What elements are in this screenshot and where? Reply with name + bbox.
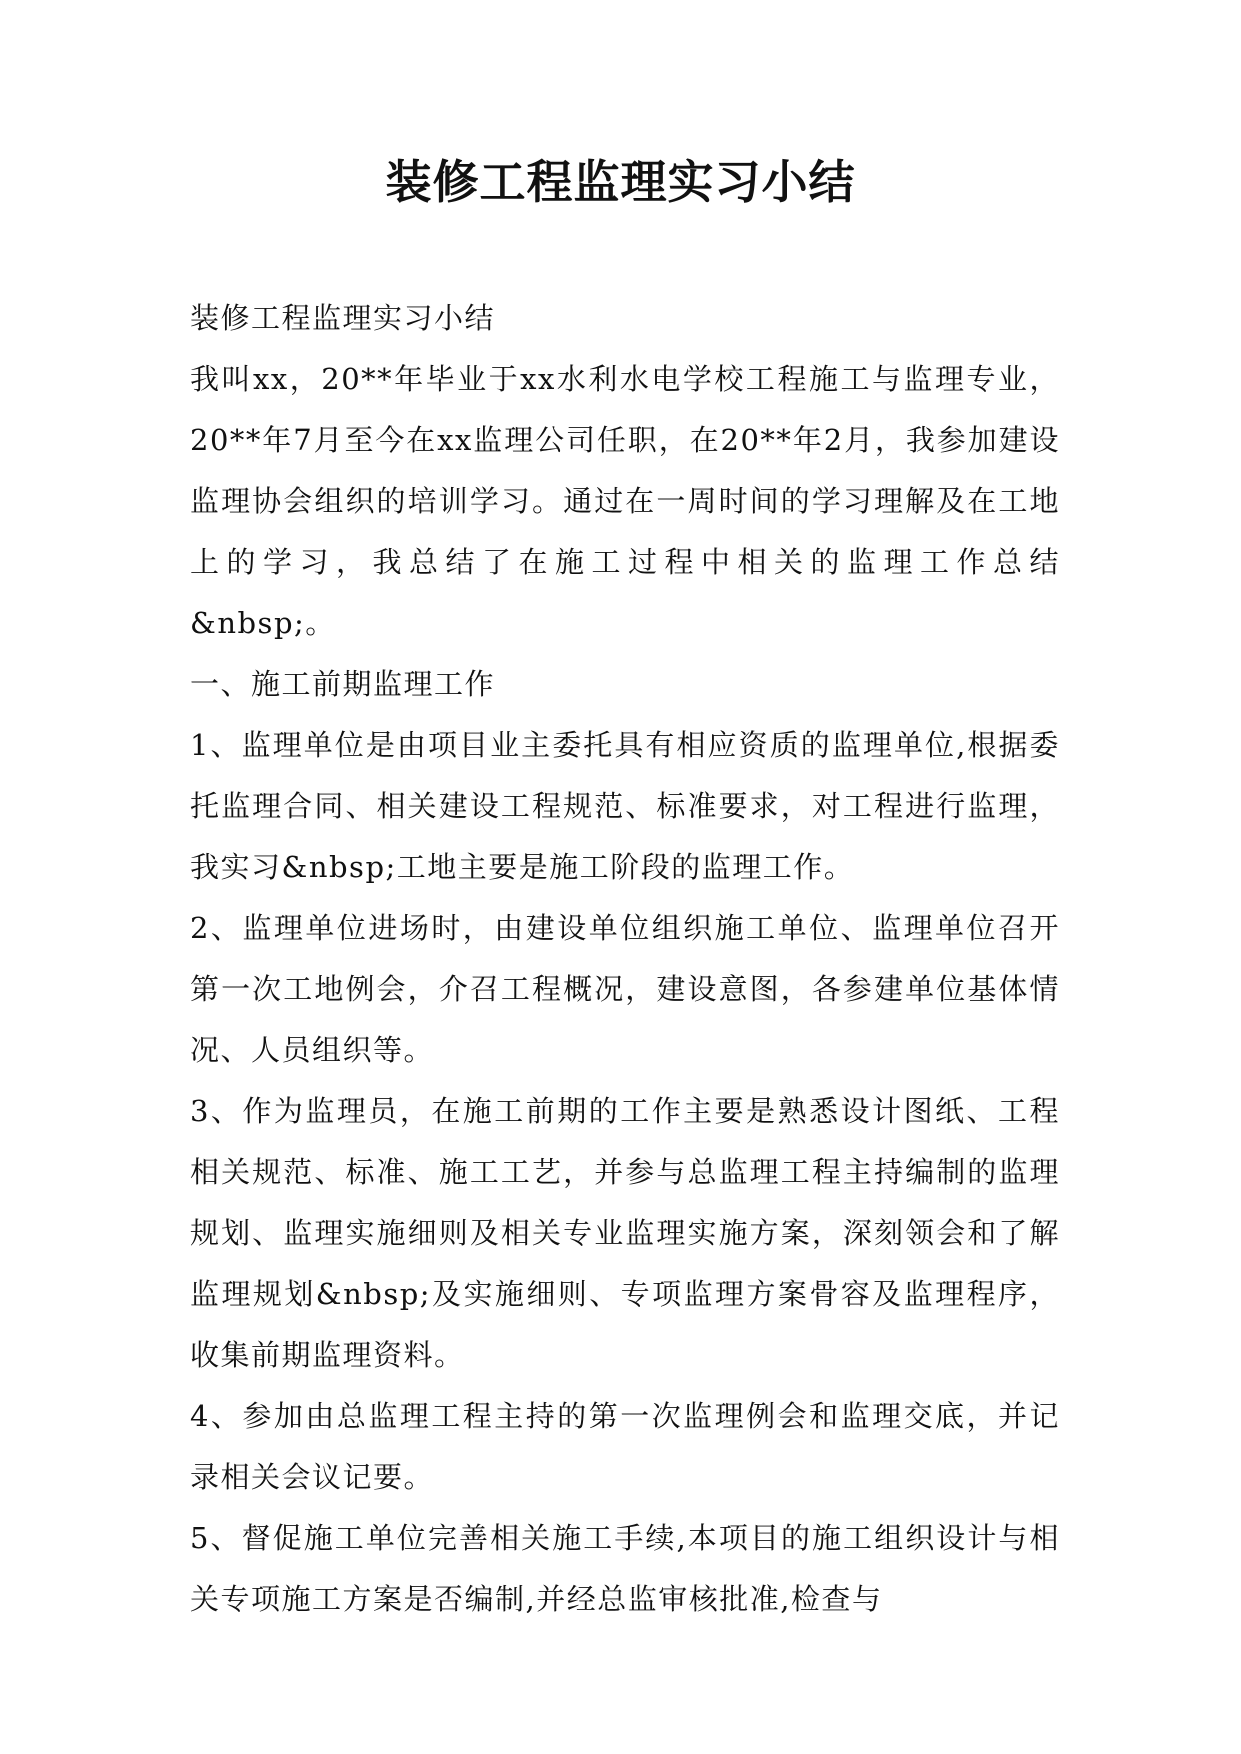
section-heading-1: 一、施工前期监理工作	[190, 667, 496, 701]
paragraph-item-5: 5、督促施工单位完善相关施工手续,本项目的施工组织设计与相关专项施工方案是否编制,并经总监审核批准,检查与	[190, 1521, 1060, 1616]
paragraph-item-3: 3、作为监理员，在施工前期的工作主要是熟悉设计图纸、工程相关规范、标准、施工工艺，并参与总监理工程主持编制的监理规划、监理实施细则及相关专业监理实施方案，深刻领会和了解监理规划&nbsp;及实施细则、专项监理方案骨容及监理程序，收集前期监理资料。	[190, 1094, 1060, 1372]
paragraph-item-2: 2、监理单位进场时，由建设单位组织施工单位、监理单位召开第一次工地例会，介召工程概况，建设意图，各参建单位基体情况、人员组织等。	[190, 911, 1060, 1067]
paragraph-item-4: 4、参加由总监理工程主持的第一次监理例会和监理交底，并记录相关会议记要。	[190, 1399, 1060, 1494]
paragraph-subtitle: 装修工程监理实习小结	[190, 301, 496, 335]
document-body	[190, 288, 1060, 1630]
document-title: 装修工程监理实习小结	[385, 155, 856, 209]
paragraph-item-1: 1、监理单位是由项目业主委托具有相应资质的监理单位,根据委托监理合同、相关建设工程规范、标准要求，对工程进行监理，我实习&nbsp;工地主要是施工阶段的监理工作。	[190, 728, 1060, 884]
paragraph-intro: 我叫xx，20**年毕业于xx水利水电学校工程施工与监理专业，20**年7月至今在xx监理公司任职，在20**年2月，我参加建设监理协会组织的培训学习。通过在一周时间的学习理解及在工地上的学习，我总结了在施工过程中相关的监理工作总结&nbsp;。	[190, 362, 1060, 640]
